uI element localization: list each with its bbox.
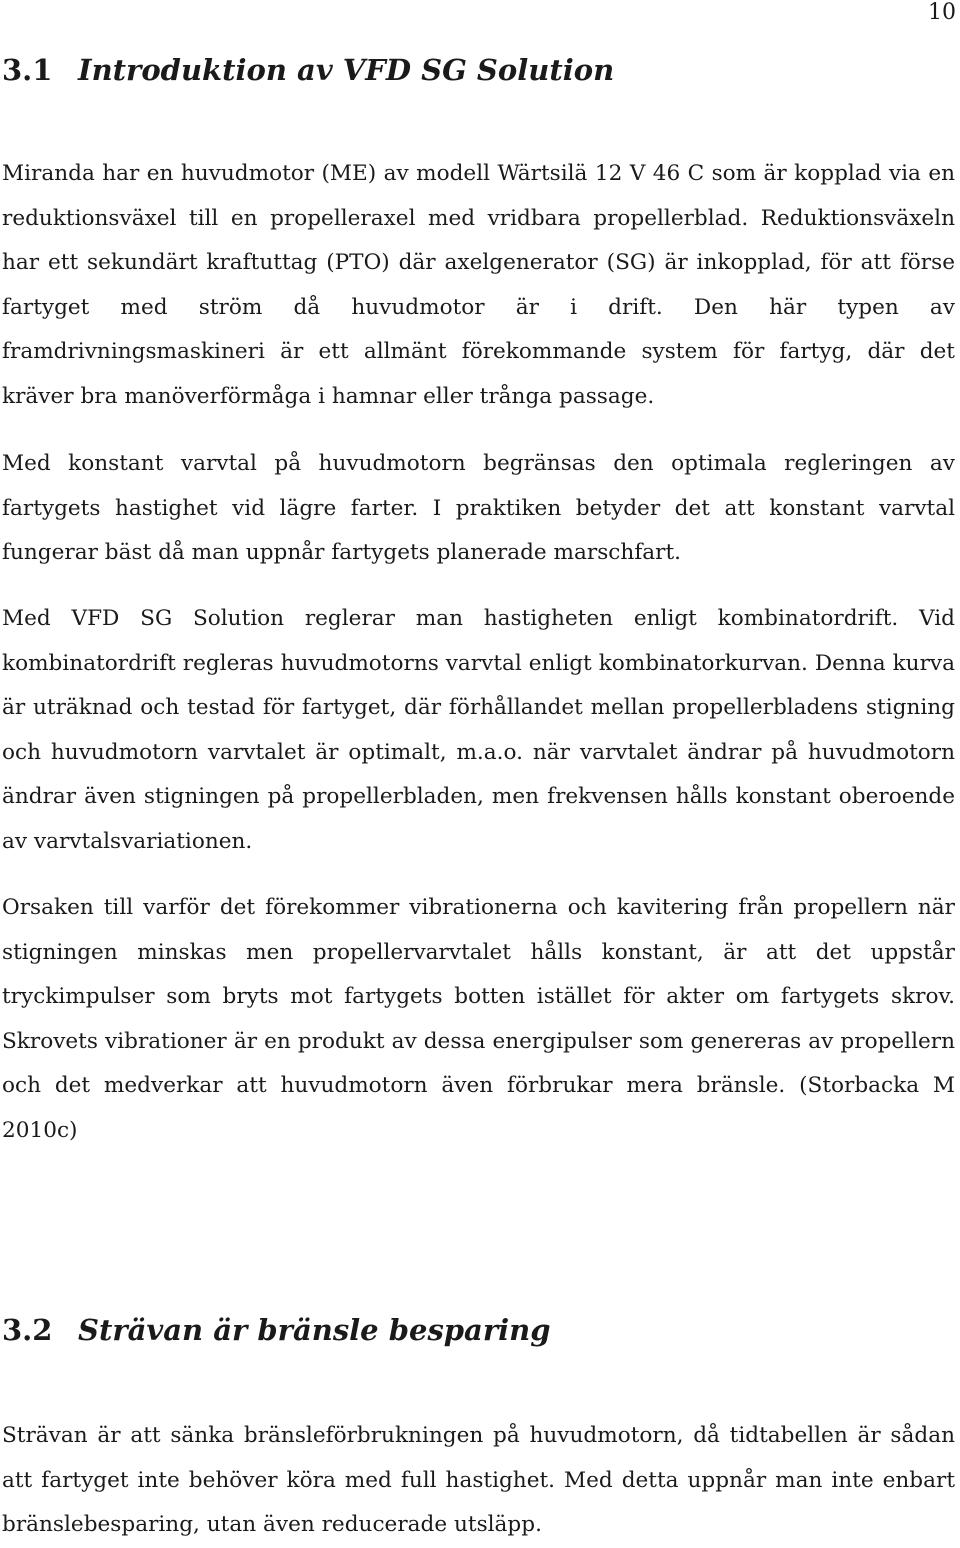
section-number: 3.1 — [2, 53, 53, 87]
body-paragraph: Med konstant varvtal på huvudmotorn begränsas den optimala regleringen av fartygets hastighet vid lägre farter. I praktiken betyder det att konstant varvtal fungerar bäst då man uppnår fartygets planerade marschfart. — [2, 451, 955, 565]
section-heading-3-1 — [2, 52, 614, 88]
section-number: 3.2 — [2, 1313, 53, 1347]
body-paragraph: Med VFD SG Solution reglerar man hastigheten enligt kombinatordrift. Vid kombinatordrift regleras huvudmotorns varvtal enligt kombinatorkurvan. Denna kurva är uträknad och testad för fartyget, där förhållandet mellan propellerbladens stigning och huvudmotorn varvtalet är optimalt, m.a.o. när varvtalet ändrar på huvudmotorn ändrar även stigningen på propellerbladen, men frekvensen hålls konstant oberoende av varvtalsvariationen. — [2, 606, 955, 854]
body-paragraph: Orsaken till varför det förekommer vibrationerna och kavitering från propellern när stigningen minskas men propellervarvtalet hålls konstant, är att det uppstår tryckimpulser som bryts mot fartygets botten istället för akter om fartygets skrov. Skrovets vibrationer är en produkt av dessa energipulser som genereras av propellern och det medverkar att huvudmotorn även förbrukar mera bränsle. (Storbacka M 2010c) — [2, 895, 955, 1143]
page-number: 10 — [928, 0, 956, 25]
body-paragraph: Miranda har en huvudmotor (ME) av modell Wärtsilä 12 V 46 C som är kopplad via en reduktionsväxel till en propelleraxel med vridbara propellerblad. Reduktionsväxeln har ett sekundärt kraftuttag (PTO) där axelgenerator (SG) är inkopplad, för att förse fartyget med ström då huvudmotor är i drift. Den här typen av framdrivningsmaskineri är ett allmänt förekommande system för fartyg, där det kräver bra manöverförmåga i hamnar eller trånga passage. — [2, 161, 955, 409]
body-paragraph: Strävan är att sänka bränsleförbrukningen på huvudmotorn, då tidtabellen är sådan att fartyget inte behöver köra med full hastighet. Med detta uppnår man inte enbart bränslebesparing, utan även reducerade utsläpp. — [2, 1423, 955, 1537]
section-title: Strävan är bränsle besparing — [78, 1313, 551, 1347]
section-title: Introduktion av VFD SG Solution — [78, 53, 615, 87]
section-heading-3-2 — [2, 1312, 551, 1348]
